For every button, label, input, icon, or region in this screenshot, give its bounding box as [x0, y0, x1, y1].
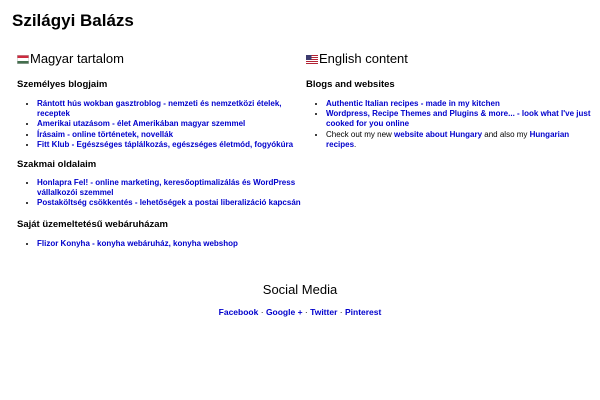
link-postakoltseg[interactable]: Postaköltség csökkentés - lehetőségek a postai liberalizáció kapcsán	[37, 198, 301, 208]
list-item	[37, 99, 302, 119]
webshop-list	[17, 239, 302, 249]
link-irasaim[interactable]: Írásaim - online történetek, novellák	[37, 129, 174, 139]
text-period: .	[354, 139, 357, 149]
text-check-out: Check out my new	[326, 129, 395, 139]
site-title: Szilágyi Balázs	[12, 11, 134, 30]
link-hungarian-recipes[interactable]: Hungarian recipes	[326, 129, 570, 149]
link-italian-recipes[interactable]: Authentic Italian recipes - made in my kitchen	[326, 99, 500, 108]
section-title-blogs-and-websites: Blogs and websites	[306, 79, 395, 90]
list-item	[326, 99, 591, 109]
hungarian-flag-icon	[17, 55, 29, 64]
list-item	[37, 178, 302, 198]
english-content-heading-text: English content	[319, 51, 408, 66]
hungarian-content-heading	[17, 50, 302, 68]
link-twitter[interactable]: Twitter	[310, 307, 338, 317]
list-item	[326, 130, 591, 150]
blogs-and-websites-list	[306, 99, 591, 150]
section-title-professional-sites: Szakmai oldalaim	[17, 159, 97, 171]
text-and-also: and also my	[482, 129, 530, 139]
link-amerikai-utazasom[interactable]: Amerikai utazásom - élet Amerikában magyar szemmel	[37, 119, 246, 129]
link-website-about-hungary[interactable]: website about Hungary	[394, 129, 483, 139]
separator: ·	[339, 307, 343, 317]
english-content-heading	[306, 50, 591, 68]
link-rantott-hus[interactable]: Rántott hús wokban gasztroblog - nemzeti és nemzetközi ételek, receptek	[37, 99, 282, 119]
us-flag-icon	[306, 55, 318, 64]
section-title-personal-blogs: Személyes blogjaim	[17, 79, 108, 90]
separator: ·	[260, 307, 264, 317]
section-title-webshop: Saját üzemeltetésű webáruházam	[17, 218, 168, 230]
hungarian-content-heading-text: Magyar tartalom	[30, 51, 124, 66]
link-honlapra-fel[interactable]: Honlapra Fel! - online marketing, keresőoptimalizálás és WordPress vállalkozói szemmel	[37, 178, 296, 198]
list-item	[37, 119, 302, 129]
link-wordpress-themes[interactable]: Wordpress, Recipe Themes and Plugins & more... - look what I've just cooked for you online	[326, 109, 591, 129]
english-content-column	[306, 50, 591, 150]
link-facebook[interactable]: Facebook	[218, 307, 259, 317]
list-item	[37, 130, 302, 140]
hungarian-content-column	[17, 50, 302, 249]
link-fitt-klub[interactable]: Fitt Klub - Egészséges táplálkozás, egészséges életmód, fogyókúra	[37, 139, 294, 149]
list-item	[326, 109, 591, 129]
list-item	[37, 140, 302, 150]
separator: ·	[304, 307, 308, 317]
list-item	[37, 239, 302, 249]
social-links	[0, 307, 600, 318]
link-pinterest[interactable]: Pinterest	[344, 307, 382, 317]
list-item	[37, 198, 302, 208]
link-google-plus[interactable]: Google +	[265, 307, 303, 317]
link-flizor-konyha[interactable]: Flizor Konyha - konyha webáruház, konyha webshop	[37, 238, 238, 248]
personal-blogs-list	[17, 99, 302, 150]
social-media-heading: Social Media	[262, 282, 338, 297]
professional-sites-list	[17, 178, 302, 209]
